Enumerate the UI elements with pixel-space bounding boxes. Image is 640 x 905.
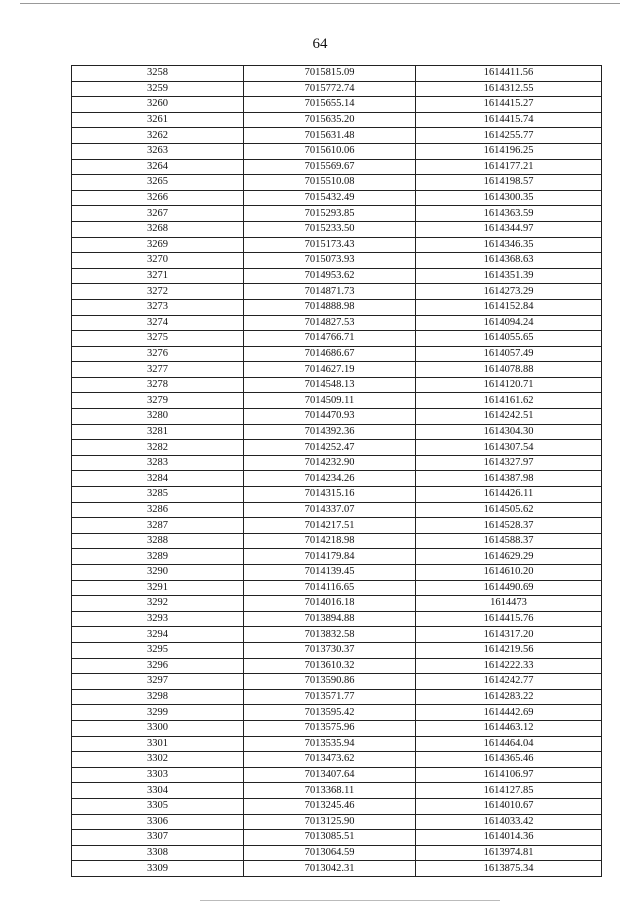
- x-coordinate-cell: 7014509.11: [244, 393, 416, 409]
- table-row: [72, 112, 602, 128]
- table-row: [72, 206, 602, 222]
- table-row: [72, 487, 602, 503]
- y-coordinate-cell: 1614415.74: [416, 112, 602, 128]
- table-row: [72, 159, 602, 175]
- table-row: [72, 627, 602, 643]
- y-coordinate-cell: 1614588.37: [416, 533, 602, 549]
- table-row: [72, 268, 602, 284]
- x-coordinate-cell: 7013595.42: [244, 705, 416, 721]
- y-coordinate-cell: 1614327.97: [416, 455, 602, 471]
- table-row: [72, 502, 602, 518]
- table-row: [72, 845, 602, 861]
- table-row: [72, 440, 602, 456]
- point-number-cell: 3280: [72, 409, 244, 425]
- y-coordinate-cell: 1614196.25: [416, 143, 602, 159]
- y-coordinate-cell: 1614473: [416, 596, 602, 612]
- x-coordinate-cell: 7015073.93: [244, 253, 416, 269]
- y-coordinate-cell: 1614273.29: [416, 284, 602, 300]
- x-coordinate-cell: 7014871.73: [244, 284, 416, 300]
- table-row: [72, 253, 602, 269]
- x-coordinate-cell: 7014827.53: [244, 315, 416, 331]
- scan-edge-top: [20, 3, 620, 4]
- table-row: [72, 596, 602, 612]
- y-coordinate-cell: 1614177.21: [416, 159, 602, 175]
- x-coordinate-cell: 7014139.45: [244, 565, 416, 581]
- y-coordinate-cell: 1614198.57: [416, 175, 602, 191]
- table-row: [72, 284, 602, 300]
- y-coordinate-cell: 1614387.98: [416, 471, 602, 487]
- y-coordinate-cell: 1613974.81: [416, 845, 602, 861]
- x-coordinate-cell: 7014016.18: [244, 596, 416, 612]
- table-row: [72, 533, 602, 549]
- table-row: [72, 861, 602, 877]
- y-coordinate-cell: 1614094.24: [416, 315, 602, 331]
- point-number-cell: 3271: [72, 268, 244, 284]
- table-row: [72, 331, 602, 347]
- table-row: [72, 377, 602, 393]
- point-number-cell: 3262: [72, 128, 244, 144]
- y-coordinate-cell: 1614055.65: [416, 331, 602, 347]
- point-number-cell: 3260: [72, 97, 244, 113]
- point-number-cell: 3296: [72, 658, 244, 674]
- y-coordinate-cell: 1614219.56: [416, 642, 602, 658]
- x-coordinate-cell: 7014179.84: [244, 549, 416, 565]
- point-number-cell: 3268: [72, 221, 244, 237]
- point-number-cell: 3292: [72, 596, 244, 612]
- point-number-cell: 3283: [72, 455, 244, 471]
- point-number-cell: 3297: [72, 674, 244, 690]
- y-coordinate-cell: 1614346.35: [416, 237, 602, 253]
- point-number-cell: 3284: [72, 471, 244, 487]
- point-number-cell: 3302: [72, 752, 244, 768]
- y-coordinate-cell: 1614629.29: [416, 549, 602, 565]
- table-row: [72, 549, 602, 565]
- table-row: [72, 299, 602, 315]
- x-coordinate-cell: 7015510.08: [244, 175, 416, 191]
- y-coordinate-cell: 1614222.33: [416, 658, 602, 674]
- table-row: [72, 658, 602, 674]
- table-row: [72, 393, 602, 409]
- x-coordinate-cell: 7013571.77: [244, 689, 416, 705]
- x-coordinate-cell: 7014548.13: [244, 377, 416, 393]
- point-number-cell: 3289: [72, 549, 244, 565]
- y-coordinate-cell: 1614300.35: [416, 190, 602, 206]
- y-coordinate-cell: 1614415.27: [416, 97, 602, 113]
- point-number-cell: 3305: [72, 798, 244, 814]
- y-coordinate-cell: 1614505.62: [416, 502, 602, 518]
- table-row: [72, 143, 602, 159]
- x-coordinate-cell: 7014337.07: [244, 502, 416, 518]
- y-coordinate-cell: 1614304.30: [416, 424, 602, 440]
- point-number-cell: 3270: [72, 253, 244, 269]
- y-coordinate-cell: 1614411.56: [416, 66, 602, 82]
- x-coordinate-cell: 7014888.98: [244, 299, 416, 315]
- point-number-cell: 3304: [72, 783, 244, 799]
- y-coordinate-cell: 1614033.42: [416, 814, 602, 830]
- point-number-cell: 3300: [72, 720, 244, 736]
- x-coordinate-cell: 7013407.64: [244, 767, 416, 783]
- x-coordinate-cell: 7015233.50: [244, 221, 416, 237]
- table-row: [72, 97, 602, 113]
- point-number-cell: 3293: [72, 611, 244, 627]
- table-row: [72, 221, 602, 237]
- point-number-cell: 3261: [72, 112, 244, 128]
- point-number-cell: 3286: [72, 502, 244, 518]
- y-coordinate-cell: 1614317.20: [416, 627, 602, 643]
- y-coordinate-cell: 1614078.88: [416, 362, 602, 378]
- x-coordinate-cell: 7013473.62: [244, 752, 416, 768]
- point-number-cell: 3278: [72, 377, 244, 393]
- x-coordinate-cell: 7015610.06: [244, 143, 416, 159]
- x-coordinate-cell: 7015432.49: [244, 190, 416, 206]
- x-coordinate-cell: 7014315.16: [244, 487, 416, 503]
- x-coordinate-cell: 7013894.88: [244, 611, 416, 627]
- point-number-cell: 3294: [72, 627, 244, 643]
- x-coordinate-cell: 7014232.90: [244, 455, 416, 471]
- x-coordinate-cell: 7013730.37: [244, 642, 416, 658]
- y-coordinate-cell: 1614464.04: [416, 736, 602, 752]
- y-coordinate-cell: 1614363.59: [416, 206, 602, 222]
- table-row: [72, 518, 602, 534]
- point-number-cell: 3259: [72, 81, 244, 97]
- y-coordinate-cell: 1614415.76: [416, 611, 602, 627]
- point-number-cell: 3303: [72, 767, 244, 783]
- scan-edge-bottom: [200, 900, 500, 901]
- x-coordinate-cell: 7014234.26: [244, 471, 416, 487]
- x-coordinate-cell: 7013368.11: [244, 783, 416, 799]
- x-coordinate-cell: 7013245.46: [244, 798, 416, 814]
- y-coordinate-cell: 1614344.97: [416, 221, 602, 237]
- table-row: [72, 689, 602, 705]
- x-coordinate-cell: 7013125.90: [244, 814, 416, 830]
- y-coordinate-cell: 1614528.37: [416, 518, 602, 534]
- y-coordinate-cell: 1614106.97: [416, 767, 602, 783]
- page-number: 64: [312, 36, 328, 52]
- table-row: [72, 128, 602, 144]
- x-coordinate-cell: 7014766.71: [244, 331, 416, 347]
- y-coordinate-cell: 1614152.84: [416, 299, 602, 315]
- y-coordinate-cell: 1614426.11: [416, 487, 602, 503]
- x-coordinate-cell: 7014470.93: [244, 409, 416, 425]
- table-row: [72, 736, 602, 752]
- table-row: [72, 565, 602, 581]
- x-coordinate-cell: 7013832.58: [244, 627, 416, 643]
- table-row: [72, 346, 602, 362]
- y-coordinate-cell: 1614610.20: [416, 565, 602, 581]
- x-coordinate-cell: 7015569.67: [244, 159, 416, 175]
- table-row: [72, 814, 602, 830]
- table-row: [72, 315, 602, 331]
- y-coordinate-cell: 1614307.54: [416, 440, 602, 456]
- point-number-cell: 3306: [72, 814, 244, 830]
- x-coordinate-cell: 7013535.94: [244, 736, 416, 752]
- table-row: [72, 237, 602, 253]
- table-row: [72, 798, 602, 814]
- table-row: [72, 767, 602, 783]
- table-row: [72, 830, 602, 846]
- y-coordinate-cell: 1614351.39: [416, 268, 602, 284]
- point-number-cell: 3263: [72, 143, 244, 159]
- table-row: [72, 175, 602, 191]
- point-number-cell: 3277: [72, 362, 244, 378]
- y-coordinate-cell: 1614368.63: [416, 253, 602, 269]
- point-number-cell: 3258: [72, 66, 244, 82]
- table-row: [72, 471, 602, 487]
- table-row: [72, 190, 602, 206]
- y-coordinate-cell: 1614442.69: [416, 705, 602, 721]
- point-number-cell: 3279: [72, 393, 244, 409]
- point-number-cell: 3307: [72, 830, 244, 846]
- x-coordinate-cell: 7014252.47: [244, 440, 416, 456]
- x-coordinate-cell: 7014392.36: [244, 424, 416, 440]
- table-row: [72, 455, 602, 471]
- y-coordinate-cell: 1614127.85: [416, 783, 602, 799]
- x-coordinate-cell: 7015815.09: [244, 66, 416, 82]
- y-coordinate-cell: 1614010.67: [416, 798, 602, 814]
- y-coordinate-cell: 1614057.49: [416, 346, 602, 362]
- point-number-cell: 3288: [72, 533, 244, 549]
- coordinates-table-body: [72, 66, 602, 877]
- point-number-cell: 3308: [72, 845, 244, 861]
- point-number-cell: 3275: [72, 331, 244, 347]
- x-coordinate-cell: 7014627.19: [244, 362, 416, 378]
- table-row: [72, 409, 602, 425]
- x-coordinate-cell: 7015631.48: [244, 128, 416, 144]
- point-number-cell: 3267: [72, 206, 244, 222]
- point-number-cell: 3309: [72, 861, 244, 877]
- y-coordinate-cell: 1614242.77: [416, 674, 602, 690]
- point-number-cell: 3266: [72, 190, 244, 206]
- x-coordinate-cell: 7013590.86: [244, 674, 416, 690]
- table-row: [72, 611, 602, 627]
- x-coordinate-cell: 7014218.98: [244, 533, 416, 549]
- y-coordinate-cell: 1613875.34: [416, 861, 602, 877]
- table-row: [72, 783, 602, 799]
- point-number-cell: 3301: [72, 736, 244, 752]
- x-coordinate-cell: 7014116.65: [244, 580, 416, 596]
- point-number-cell: 3274: [72, 315, 244, 331]
- y-coordinate-cell: 1614283.22: [416, 689, 602, 705]
- y-coordinate-cell: 1614312.55: [416, 81, 602, 97]
- table-row: [72, 705, 602, 721]
- y-coordinate-cell: 1614161.62: [416, 393, 602, 409]
- point-number-cell: 3295: [72, 642, 244, 658]
- y-coordinate-cell: 1614014.36: [416, 830, 602, 846]
- table-row: [72, 642, 602, 658]
- y-coordinate-cell: 1614365.46: [416, 752, 602, 768]
- x-coordinate-cell: 7013610.32: [244, 658, 416, 674]
- x-coordinate-cell: 7015635.20: [244, 112, 416, 128]
- point-number-cell: 3264: [72, 159, 244, 175]
- y-coordinate-cell: 1614120.71: [416, 377, 602, 393]
- x-coordinate-cell: 7013575.96: [244, 720, 416, 736]
- point-number-cell: 3273: [72, 299, 244, 315]
- point-number-cell: 3269: [72, 237, 244, 253]
- table-row: [72, 424, 602, 440]
- x-coordinate-cell: 7013042.31: [244, 861, 416, 877]
- x-coordinate-cell: 7014686.67: [244, 346, 416, 362]
- x-coordinate-cell: 7014217.51: [244, 518, 416, 534]
- point-number-cell: 3287: [72, 518, 244, 534]
- x-coordinate-cell: 7014953.62: [244, 268, 416, 284]
- x-coordinate-cell: 7015173.43: [244, 237, 416, 253]
- point-number-cell: 3272: [72, 284, 244, 300]
- x-coordinate-cell: 7013064.59: [244, 845, 416, 861]
- coordinates-table: [71, 65, 602, 877]
- point-number-cell: 3298: [72, 689, 244, 705]
- table-row: [72, 752, 602, 768]
- point-number-cell: 3276: [72, 346, 244, 362]
- table-row: [72, 720, 602, 736]
- x-coordinate-cell: 7013085.51: [244, 830, 416, 846]
- point-number-cell: 3282: [72, 440, 244, 456]
- point-number-cell: 3299: [72, 705, 244, 721]
- point-number-cell: 3290: [72, 565, 244, 581]
- point-number-cell: 3285: [72, 487, 244, 503]
- table-row: [72, 362, 602, 378]
- point-number-cell: 3291: [72, 580, 244, 596]
- y-coordinate-cell: 1614242.51: [416, 409, 602, 425]
- y-coordinate-cell: 1614490.69: [416, 580, 602, 596]
- y-coordinate-cell: 1614463.12: [416, 720, 602, 736]
- point-number-cell: 3265: [72, 175, 244, 191]
- table-row: [72, 81, 602, 97]
- y-coordinate-cell: 1614255.77: [416, 128, 602, 144]
- table-row: [72, 66, 602, 82]
- table-row: [72, 674, 602, 690]
- x-coordinate-cell: 7015293.85: [244, 206, 416, 222]
- x-coordinate-cell: 7015772.74: [244, 81, 416, 97]
- x-coordinate-cell: 7015655.14: [244, 97, 416, 113]
- point-number-cell: 3281: [72, 424, 244, 440]
- table-row: [72, 580, 602, 596]
